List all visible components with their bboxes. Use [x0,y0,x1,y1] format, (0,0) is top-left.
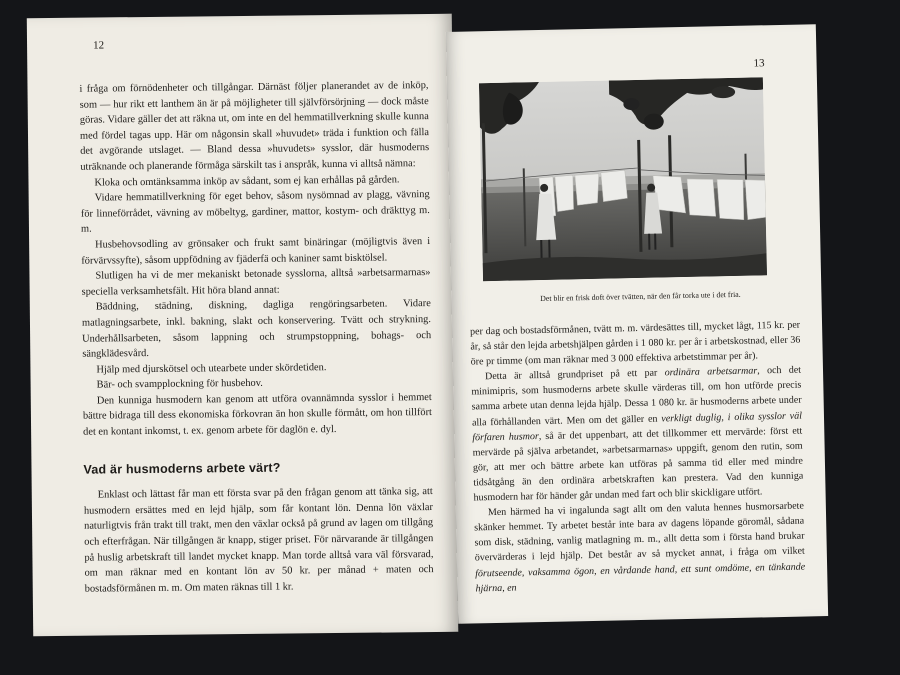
photo-caption: Det blir en frisk doft över tvätten, när den får torka ute i det fria. [540,289,741,304]
right-page [446,24,828,624]
emphasis-run: verkligt duglig, i olika sysslor väl förfaren husmor [472,410,803,444]
paragraph: Hjälp med djurskötsel och utearbete under skördetiden. [96,361,327,376]
text-run: , så är det uppenbart, att det tillkommer ett mervärde: först ett mervärde på själva arbetandet, »arbetsarmarnas» uppgift, genom den rutin, som gör, att mer och bättre arbete kan utföras på samma tid eller med mindre tidsåtgång än den ordinära arbetskraften kan prestera. Vad den kunniga husmodern har för händer går undan med fart och blir skickligare utfört. [472,425,804,504]
paragraph: Enklast och lättast får man ett första svar på den frågan genom att tänka sig, att husmodern ersättes med en lejd hjälp, som får kontant lön. Denna lön växlar naturligtvis från trakt till trakt, men den växlar också på grund av lagen om tillgång och efterfrågan. När tillgången är knapp, stiger priset. För närvarande är tillgången på huslig arbetskraft till landet mycket knapp. Man torde alltså vara väl försvarad, om man räknar med en kontant lön av 50 kr. per månad + maten och bostadsförmånen m. m. Om maten räknas till 1 kr. [83,486,434,595]
paragraph: per dag och bostadsförmånen, tvätt m. m. värdesättes till, mycket lågt, 115 kr. per år, så står den lejda arbetshjälpen gården i 1 080 kr. per år i arbetskostnad, eller 36 öre pr timme (om man räknar med 3 000 effektiva arbetstimmar per år). [470,319,801,368]
paragraph: i fråga om förnödenheter och tillgångar. Därnäst följer planerandet av de inköp, som — hur rikt ett lanthem än är på möjligheter till självförsörjning — dock måste göras. Vidare gäller det att räkna ut, om inte en del hemmatillverkning skulle kunna med fördel tagas upp. Här om någonsin skall »huvudet» träda i funktion och fälla det avgörande utslaget. — Bland dessa »huvudets» sysslor, där husmoderns uträknande och planerande förmåga särskilt tas i anspråk, kunna vi alltså nämna: [79,80,430,173]
paragraph: Vidare hemmatillverkning för eget behov, såsom nysömnad av plagg, vävning för linneförrådet, vävning av möbeltyg, gardiner, mattor, kostym- och dräkttyg m. m. [80,189,430,236]
laundry-photo [479,77,767,281]
paragraph: Husbehovsodling av grönsaker och frukt samt binäringar (möjligtvis även i förvärvssyfte), såsom uppfödning av fjäderfä och kaniner samt bisktölsel. [81,235,431,267]
page-number-left: 12 [93,39,105,52]
left-page-body [79,78,433,597]
paragraph: Kloka och omtänksamma inköp av sådant, som ej kan erhållas på gården. [94,173,400,189]
section-heading: Vad är husmoderns arbete värt? [83,460,281,477]
right-page-body [470,318,806,597]
emphasis-run: ordinära arbetsarmar [664,365,758,379]
page-number-right: 13 [753,57,765,70]
paragraph [471,363,804,506]
left-page [27,14,458,636]
text-run: , och det minimipris, som husmoderns arbete skulle värderas till, om hon utförde precis samma arbete utan denna lejda hjälp. Dessa 1 080 kr. är husmoderns arbete under alla förhållanden värt. Men om det gäller en [471,364,802,429]
photo-laundry-drying-icon [479,77,767,281]
paragraph: Bär- och svampplockning för husbehov. [96,378,263,391]
text-run: Detta är alltså grundpriset på ett par [484,367,665,383]
emphasis-run: förutseende, vaksamma ögon, en vårdande hand, ett sunt omdöme, en tänkande hjärna, en [475,561,806,595]
text-run: Men härmed ha vi ingalunda sagt allt om den valuta hennes husmorsarbete skänker hemmet. Ty arbetet består inte bara av dagens löpande göromål, sådana som disk, städning, vanlig matlagning m. m., allt detta som i första hand brukar övervärderas i lejd hjälp. Det består av så mycket annat, i fråga om vilket [474,500,805,564]
paragraph: Bäddning, städning, diskning, dagliga rengöringsarbeten. Vidare matlagningsarbete, inkl. bakning, slakt och konservering. Tvätt och strykning. Underhållsarbeten, såsom lappning och strumpstoppning, bohags- och sängklädesvård. [81,298,432,360]
paragraph: Den kunniga husmodern kan genom att utföra ovannämnda sysslor i hemmet bättre bidraga till dess ekonomiska förkovran än hon skulle förmått, om hon tillfört det en kontant inkomst, t. ex. genom arbete för daglön e. dyl. [82,391,432,438]
paragraph [474,499,806,596]
paragraph: Slutligen ha vi de mer mekaniskt betonade sysslorna, alltså »arbetsarmarnas» speciella verksamhetsfält. Hit höra bland annat: [81,267,431,298]
